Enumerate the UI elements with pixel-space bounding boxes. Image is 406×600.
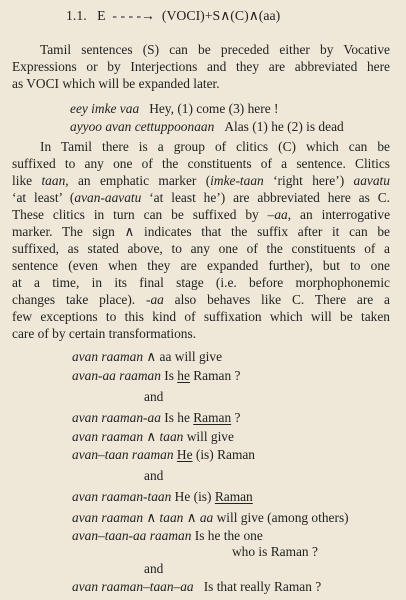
tamil-text: –aa [267,207,288,222]
emphasis-underlined: Raman [193,410,232,425]
emphasis-underlined: Raman [214,489,253,504]
gloss-text: (is) Raman [192,447,256,462]
para2-line-1: In Tamil there is a group of clitics (C) which can be [40,139,390,154]
tamil-text: avan–taan raaman [72,447,174,462]
section-formula: (VOCI)+S∧(C)∧(aa) [161,8,281,23]
tamil-text: imke-taan [210,173,264,188]
para2-line-11: few exceptions to this kind of suffixation which will be taken [12,309,390,324]
conjunction-and: and [144,468,164,483]
section-letter: E [97,8,106,23]
para2-line-2: suffixed to any one of the constituents of a sentence. Clitics [12,156,390,171]
gloss-text: ∧ aa will give [143,349,223,364]
example-line [70,119,406,135]
text-run: ‘at least’ ( [12,190,75,205]
text-run: also behaves like C. There are a [163,292,390,307]
tamil-text: avan raaman–taan–aa [72,579,194,594]
tamil-text: avan raaman-taan [72,489,172,504]
tamil-text: avan-aa raaman [72,368,161,383]
gloss-text: will give (among others) [213,510,349,525]
gloss-text: ∧ [143,510,160,525]
gloss-text: ∧ [183,510,200,525]
text-run: like [12,173,42,188]
para1-line-2: Expressions or by Interjections and they are abbreviated here [12,59,390,74]
tamil-text: ayyoo avan cettuppoonaan [70,119,215,134]
tamil-text: -aa [145,292,164,307]
para2-line-12: care of by certain transformations. [12,326,197,341]
example-line [72,410,406,426]
tamil-text: eey imke vaa [70,101,140,116]
gloss-text: Is that really Raman ? [200,579,322,594]
example-line [70,101,406,117]
tamil-text: avan raaman [72,349,144,364]
para2-line-3 [12,173,390,189]
rewrite-arrow: - - - -→ [112,8,155,23]
gloss-text: He (is) [171,489,215,504]
para2-line-8: sentence (even when they are expanded further), but to one [12,258,390,273]
text-run: These clitics in turn can be suffixed by [12,207,268,222]
text-run: , an interrogative [287,207,391,222]
tamil-text: taan [159,429,184,444]
gloss-text: Hey, (1) come (3) here ! [149,101,279,116]
text-run: changes take place). [12,292,146,307]
example-line [72,447,406,463]
para1-line-3: as VOCI which will be expanded later. [12,76,220,91]
emphasis-underlined: he [177,368,190,383]
tamil-text: avan raaman [72,510,144,525]
tamil-text: avan raaman [72,429,144,444]
para2-line-10 [12,292,390,308]
gloss-text: Alas (1) he (2) is dead [224,119,344,134]
gloss-text: Is he [160,410,194,425]
tamil-text: avan raaman-aa [72,410,161,425]
para2-line-5 [12,207,390,223]
para2-line-9: at a time, in its final stage (i.e. before morphophonemic [12,275,390,290]
gloss-text: ? [231,410,241,425]
gloss-text: ∧ [143,429,160,444]
example-line [72,349,406,365]
example-gloss-continuation: who is Raman ? [232,544,318,559]
para1-line-1: Tamil sentences (S) can be preceded either by Vocative [40,42,390,57]
tamil-text: avan-aavatu [74,190,142,205]
example-line [72,579,406,595]
conjunction-and: and [144,389,164,404]
example-line [72,368,406,384]
example-line [72,429,406,445]
section-heading [66,8,406,24]
tamil-text: avan–taan-aa raaman [72,528,192,543]
tamil-text: taan [41,173,66,188]
gloss-text: Raman ? [189,368,241,383]
text-run: , an emphatic marker ( [65,173,211,188]
conjunction-and: and [144,561,164,576]
example-line [72,528,406,544]
tamil-text: taan [159,510,184,525]
section-number: 1.1. [66,8,87,23]
para2-line-6: marker. The sign ∧ indicates that the suffix after it can be [12,224,390,239]
tamil-text: aa [199,510,214,525]
para2-line-7: suffixed, as stated above, to any one of the constituents of a [12,241,390,256]
para2-line-4 [12,190,390,206]
gloss-text: will give [183,429,234,444]
emphasis-underlined: He [176,447,193,462]
example-line [72,489,406,505]
gloss-text: Is he the one [191,528,263,543]
text-run: ‘at least he’) are abbreviated here as C. [141,190,391,205]
example-line [72,510,406,526]
tamil-text: aavatu [353,173,390,188]
gloss-text: Is [160,368,178,383]
text-run: ‘right here’) [263,173,354,188]
